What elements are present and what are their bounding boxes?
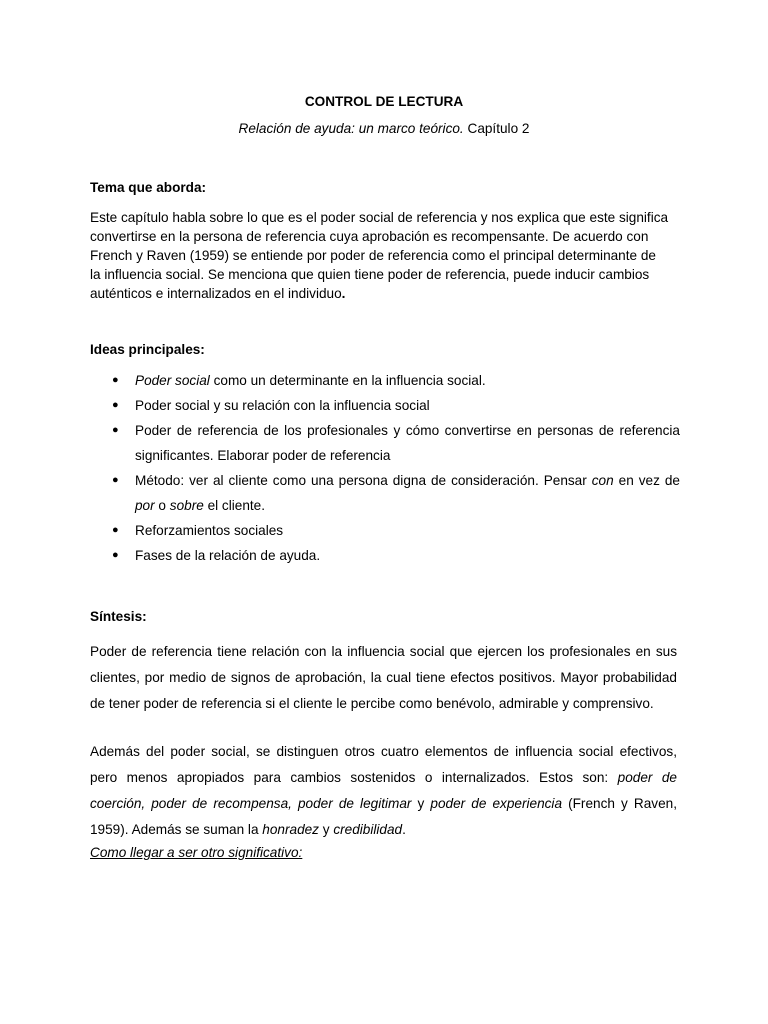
idea-text: significantes. Elaborar poder de referencia — [135, 448, 391, 463]
sintesis-line: clientes, por medio de signos de aprobación, la cual tiene efectos positivos. Mayor probabilidad — [90, 670, 677, 685]
sintesis-line — [90, 765, 677, 791]
tema-last-line-text: auténticos e internalizados en el individuo — [90, 286, 342, 301]
bullet-icon: ● — [112, 424, 119, 436]
list-item — [90, 418, 680, 468]
idea-text: Fases de la relación de ayuda. — [135, 548, 321, 563]
list-item — [90, 393, 680, 418]
ideas-heading: Ideas principales: — [90, 342, 205, 357]
sintesis-text: 1959). Además se suman la — [90, 822, 263, 837]
sintesis-paragraph-1 — [90, 639, 677, 717]
sintesis-text: pero menos apropiados para cambios sostenidos o internalizados. Estos son: — [90, 770, 618, 785]
bullet-icon: ● — [112, 549, 119, 561]
sintesis-text: y — [411, 796, 431, 811]
sintesis-italic-term: coerción, poder de recompensa, poder de legitimar — [90, 796, 412, 811]
sintesis-line: de tener poder de referencia si el cliente le percibe como benévolo, admirable y comprensivo. — [90, 696, 654, 711]
list-item — [90, 468, 680, 518]
idea-text: en vez de — [613, 473, 680, 488]
list-item — [90, 368, 680, 393]
idea-text: el cliente. — [203, 498, 266, 513]
sintesis-text: . — [402, 822, 406, 837]
document-title: CONTROL DE LECTURA — [304, 94, 464, 109]
list-item — [90, 518, 680, 543]
idea-italic-term: sobre — [169, 498, 204, 513]
bullet-icon: ● — [112, 524, 119, 536]
subheading-otro-significativo: Como llegar a ser otro significativo: — [90, 845, 303, 860]
subtitle-chapter: Capítulo 2 — [463, 121, 530, 136]
idea-text: Poder social y su relación con la influencia social — [135, 398, 430, 413]
sintesis-text: y — [318, 822, 334, 837]
document-subtitle — [0, 121, 768, 136]
list-item — [90, 543, 680, 568]
sintesis-line: Además del poder social, se distinguen otros cuatro elementos de influencia social efectivos, — [90, 744, 677, 759]
sintesis-line — [90, 817, 677, 843]
idea-text: o — [154, 498, 170, 513]
sintesis-line — [90, 791, 677, 817]
tema-line: Este capítulo habla sobre lo que es el poder social de referencia y nos explica que este significa — [90, 210, 669, 225]
idea-text: Poder de referencia de los profesionales y cómo convertirse en personas de referencia — [135, 423, 680, 438]
tema-final-period: . — [341, 286, 346, 301]
sintesis-heading: Síntesis: — [90, 609, 147, 624]
idea-text: Reforzamientos sociales — [135, 523, 284, 538]
ideas-list — [90, 368, 680, 568]
sintesis-paragraph-2 — [90, 739, 677, 843]
tema-heading: Tema que aborda: — [90, 180, 207, 195]
tema-line — [90, 284, 680, 303]
idea-text: Método: ver al cliente como una persona digna de consideración. Pensar — [135, 473, 592, 488]
sintesis-italic-term: poder de — [617, 770, 677, 785]
bullet-icon: ● — [112, 399, 119, 411]
idea-italic-term: con — [591, 473, 614, 488]
idea-text: como un determinante en la influencia social. — [209, 373, 486, 388]
tema-line: convertirse en la persona de referencia cuya aprobación es recompensante. De acuerdo con — [90, 229, 649, 244]
idea-italic-term: Poder social — [135, 373, 210, 388]
bullet-icon: ● — [112, 474, 119, 486]
sintesis-text: (French y Raven, — [562, 796, 677, 811]
sintesis-italic-term: poder de experiencia — [430, 796, 563, 811]
idea-italic-term: por — [135, 498, 155, 513]
sintesis-italic-term: credibilidad — [333, 822, 403, 837]
tema-paragraph — [90, 208, 680, 303]
tema-line: French y Raven (1959) se entiende por poder de referencia como el principal determinante de — [90, 248, 656, 263]
bullet-icon: ● — [112, 374, 119, 386]
subtitle-book-title: Relación de ayuda: un marco teórico. — [238, 121, 464, 136]
sintesis-line: Poder de referencia tiene relación con la influencia social que ejercen los profesionales en sus — [90, 644, 677, 659]
tema-line: la influencia social. Se menciona que quien tiene poder de referencia, puede inducir cambios — [90, 267, 650, 282]
sintesis-italic-term: honradez — [262, 822, 319, 837]
